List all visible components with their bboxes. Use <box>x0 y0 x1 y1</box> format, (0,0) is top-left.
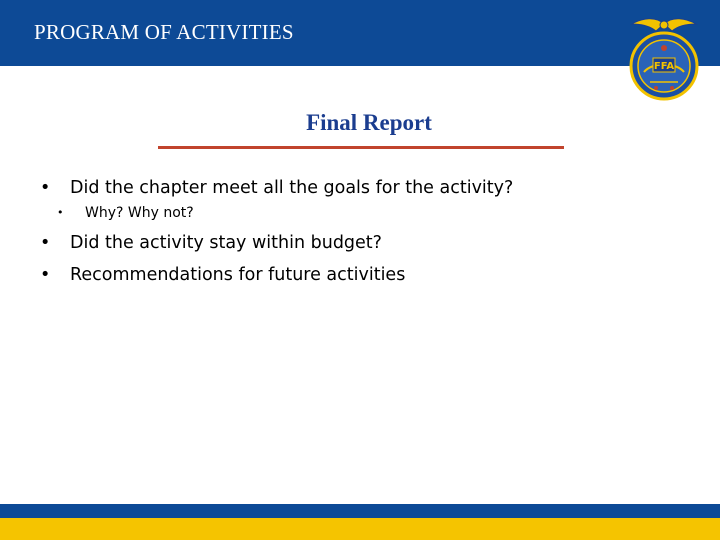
ffa-emblem-logo <box>626 14 702 102</box>
bullet-item <box>40 233 382 253</box>
header-title: PROGRAM OF ACTIVITIES <box>34 20 294 44</box>
bullet-item <box>40 178 514 198</box>
bullet-mark: • <box>40 265 51 285</box>
bullet-item <box>40 265 406 285</box>
title-underline <box>158 146 564 149</box>
bullet-mark: • <box>57 206 64 219</box>
sub-bullet-item <box>57 205 194 221</box>
slide-title: Final Report <box>306 110 432 135</box>
bullet-text: Recommendations for future activities <box>70 265 406 285</box>
header-bar <box>0 0 720 66</box>
bullet-mark: • <box>40 178 51 198</box>
footer-gold-stripe <box>0 518 720 540</box>
bullet-mark: • <box>40 233 51 253</box>
emblem-text: FFA <box>653 61 675 72</box>
bullet-text: Did the activity stay within budget? <box>70 233 382 253</box>
footer-blue-stripe <box>0 504 720 518</box>
bullet-text: Did the chapter meet all the goals for the activity? <box>70 178 514 198</box>
bullet-text: Why? Why not? <box>85 205 194 221</box>
